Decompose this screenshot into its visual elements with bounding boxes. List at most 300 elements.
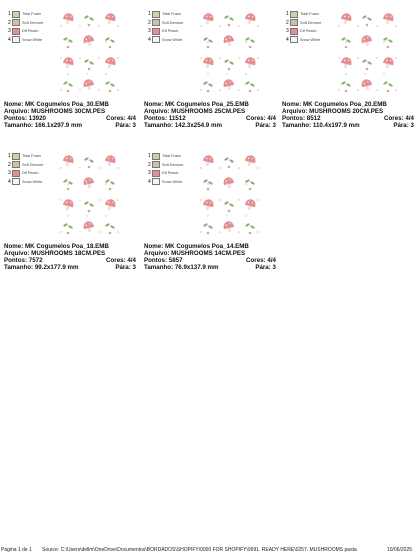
leaf-icon <box>250 39 255 43</box>
design-preview <box>4 4 140 100</box>
stitches-line: Pontos: 7572 Cores: 4/4 <box>4 256 136 264</box>
thread-legend <box>8 10 43 44</box>
leaf-icon <box>245 179 250 183</box>
legend-label: Dif Peach <box>300 29 317 34</box>
leaf-icon <box>89 61 94 65</box>
dot-icon <box>98 89 100 91</box>
leaf-icon <box>346 83 351 87</box>
legend-label: Tidal Foam <box>22 12 41 17</box>
mushroom-icon <box>222 78 235 91</box>
dot-icon <box>60 57 62 59</box>
mushroom-cap <box>341 12 353 21</box>
mushroom-icon <box>104 198 117 211</box>
file-line: Arquivo: MUSHROOMS 25CM.PES <box>144 107 246 115</box>
mushroom-icon <box>244 198 257 211</box>
legend-row <box>8 19 43 28</box>
dot-icon <box>109 232 112 235</box>
legend-number: 1 <box>8 153 11 160</box>
leaf-icon <box>224 201 229 205</box>
dot-icon <box>345 41 347 43</box>
legend-number: 3 <box>148 28 151 35</box>
mushroom-cap <box>203 12 215 21</box>
mushroom-pattern-art <box>336 8 398 98</box>
leaf-icon <box>89 203 94 207</box>
thread-swatch <box>152 36 160 43</box>
dot-icon <box>219 231 221 233</box>
stitch-count: 5857 <box>168 256 183 264</box>
dot-icon <box>395 57 397 59</box>
dot-icon <box>219 89 221 91</box>
name-line: Nome: MK Cogumelos Poa_25.EMB <box>144 101 249 108</box>
dot-icon <box>238 167 240 169</box>
stitch-count: 7572 <box>28 256 43 264</box>
dot-icon <box>376 89 378 91</box>
dot-icon <box>98 167 100 169</box>
dot-icon <box>98 231 100 233</box>
legend-label: Dif Peach <box>162 171 179 176</box>
mushroom-cap <box>222 176 234 185</box>
mushroom-cap <box>360 34 372 43</box>
mushroom-cap <box>222 220 234 229</box>
dot-icon <box>109 188 112 191</box>
file-line: Arquivo: MUSHROOMS 14CM.PES <box>144 249 246 257</box>
dot-icon <box>338 25 340 27</box>
design-info <box>144 102 280 130</box>
dot-icon <box>105 41 107 43</box>
mushroom-icon <box>104 12 117 25</box>
size-line: Tamanho: 99.2x177.9 mm Pára: 3 <box>4 263 136 271</box>
thread-swatch <box>290 11 298 18</box>
legend-number: 4 <box>8 36 11 43</box>
mushroom-cap <box>105 198 117 207</box>
dot-icon <box>67 183 69 185</box>
legend-label: Dif Peach <box>162 29 179 34</box>
design-preview <box>144 146 280 242</box>
thread-swatch <box>152 170 160 177</box>
leaf-icon <box>367 61 372 65</box>
legend-label: Soft Demure <box>300 20 322 25</box>
legend-row <box>148 161 183 170</box>
mushroom-cap <box>245 154 257 163</box>
design-name: MK Cogumelos Poa_30.EMB <box>25 101 109 108</box>
mushroom-cap <box>222 78 234 87</box>
leaf-icon <box>383 37 388 41</box>
dot-icon <box>98 57 100 59</box>
legend-row <box>148 152 183 161</box>
dot-icon <box>207 188 210 191</box>
leaf-icon <box>89 159 94 163</box>
legend-label: Tidal Foam <box>162 12 181 17</box>
thread-swatch <box>12 19 20 26</box>
dot-icon <box>88 210 91 213</box>
design-card-3 <box>282 4 416 130</box>
stop-count: 3 <box>272 263 276 271</box>
dot-icon <box>79 57 81 59</box>
dot-icon <box>257 57 259 59</box>
leaf-icon <box>105 81 110 85</box>
legend-row <box>8 178 43 187</box>
dot-icon <box>357 25 359 27</box>
mushroom-cap <box>63 12 75 21</box>
dot-icon <box>219 25 221 27</box>
dot-icon <box>207 215 209 217</box>
dot-icon <box>79 89 81 91</box>
dot-icon <box>228 68 231 71</box>
legend-number: 3 <box>8 170 11 177</box>
dot-icon <box>238 57 240 59</box>
leaf-icon <box>383 81 388 85</box>
legend-number: 2 <box>286 19 289 26</box>
legend-label: Snow White <box>22 179 43 184</box>
dot-icon <box>200 231 202 233</box>
dot-icon <box>357 57 359 59</box>
dot-icon <box>395 25 397 27</box>
mushroom-cap <box>383 12 395 21</box>
leaf-icon <box>89 17 94 21</box>
mushroom-cap <box>82 34 94 43</box>
design-info <box>4 244 140 272</box>
mushroom-cap <box>341 56 353 65</box>
mushroom-icon <box>340 12 353 25</box>
dot-icon <box>249 232 252 235</box>
dot-icon <box>364 41 366 43</box>
dot-icon <box>228 24 231 27</box>
mushroom-icon <box>244 56 257 69</box>
dot-icon <box>345 73 347 75</box>
design-size: 166.1x297.9 mm <box>34 121 82 129</box>
dot-icon <box>207 73 209 75</box>
legend-row <box>286 10 321 19</box>
dot-icon <box>257 199 259 201</box>
leaf-icon <box>250 181 255 185</box>
dot-icon <box>238 231 240 233</box>
mushroom-cap <box>203 154 215 163</box>
stop-count: 3 <box>410 121 414 129</box>
legend-row <box>286 27 321 36</box>
mushroom-icon <box>82 220 95 233</box>
design-file: MUSHROOMS 18CM.PES <box>31 249 106 257</box>
legend-row <box>286 36 321 45</box>
mushroom-cap <box>63 56 75 65</box>
leaf-icon <box>84 15 89 19</box>
legend-number: 1 <box>286 11 289 18</box>
dot-icon <box>88 166 91 169</box>
leaf-icon <box>362 59 367 63</box>
legend-label: Soft Demure <box>162 162 184 167</box>
thread-swatch <box>12 170 20 177</box>
legend-label: Snow White <box>300 37 321 42</box>
design-size: 142.3x254.9 mm <box>174 121 222 129</box>
stop-count: 3 <box>272 121 276 129</box>
legend-row <box>148 36 183 45</box>
thread-swatch <box>12 11 20 18</box>
size-line: Tamanho: 110.4x197.9 mm Pára: 3 <box>282 121 414 129</box>
dot-icon <box>200 199 202 201</box>
stitch-count: 11512 <box>168 114 186 122</box>
legend-number: 2 <box>148 161 151 168</box>
dot-icon <box>207 41 209 43</box>
leaf-icon <box>224 15 229 19</box>
mushroom-cap <box>82 220 94 229</box>
mushroom-icon <box>62 12 75 25</box>
stop-count: 3 <box>132 263 136 271</box>
mushroom-icon <box>340 56 353 69</box>
dot-icon <box>105 215 107 217</box>
thread-swatch <box>152 11 160 18</box>
leaf-icon <box>105 37 110 41</box>
dot-icon <box>249 188 252 191</box>
color-count: 4/4 <box>127 114 136 122</box>
design-size: 99.2x177.9 mm <box>34 263 79 271</box>
dot-icon <box>98 199 100 201</box>
page-footer <box>0 547 416 556</box>
size-line: Tamanho: 166.1x297.9 mm Pára: 3 <box>4 121 136 129</box>
legend-row <box>8 36 43 45</box>
leaf-icon <box>110 39 115 43</box>
legend-row <box>8 27 43 36</box>
dot-icon <box>338 89 340 91</box>
design-preview <box>282 4 416 100</box>
dot-icon <box>79 199 81 201</box>
leaf-icon <box>250 225 255 229</box>
legend-number: 3 <box>286 28 289 35</box>
dot-icon <box>105 183 107 185</box>
design-card-4 <box>4 146 140 272</box>
dot-icon <box>86 41 88 43</box>
dot-icon <box>376 57 378 59</box>
dot-icon <box>60 231 62 233</box>
dot-icon <box>67 73 69 75</box>
dot-icon <box>200 57 202 59</box>
mushroom-icon <box>202 198 215 211</box>
dot-icon <box>245 215 247 217</box>
leaf-icon <box>229 203 234 207</box>
stitches-line: Pontos: 8512 Cores: 4/4 <box>282 114 414 122</box>
thread-swatch <box>152 178 160 185</box>
leaf-icon <box>203 223 208 227</box>
mushroom-icon <box>382 12 395 25</box>
thread-swatch <box>12 178 20 185</box>
design-card-5 <box>144 146 280 272</box>
dot-icon <box>79 231 81 233</box>
dot-icon <box>387 90 390 93</box>
leaf-icon <box>63 37 68 41</box>
file-line: Arquivo: MUSHROOMS 30CM.PES <box>4 107 106 115</box>
dot-icon <box>376 25 378 27</box>
dot-icon <box>238 199 240 201</box>
leaf-icon <box>84 201 89 205</box>
dot-icon <box>117 89 119 91</box>
dot-icon <box>67 215 69 217</box>
leaf-icon <box>388 39 393 43</box>
mushroom-icon <box>382 56 395 69</box>
dot-icon <box>88 68 91 71</box>
mushroom-cap <box>245 198 257 207</box>
leaf-icon <box>388 83 393 87</box>
dot-icon <box>67 46 70 49</box>
design-info <box>282 102 416 130</box>
dot-icon <box>364 73 366 75</box>
dot-icon <box>207 90 210 93</box>
design-size: 76.9x137.9 mm <box>174 263 219 271</box>
mushroom-cap <box>360 78 372 87</box>
leaf-icon <box>208 83 213 87</box>
leaf-icon <box>208 225 213 229</box>
mushroom-cap <box>203 198 215 207</box>
mushroom-icon <box>222 220 235 233</box>
dot-icon <box>98 25 100 27</box>
leaf-icon <box>68 83 73 87</box>
legend-number: 1 <box>8 11 11 18</box>
dot-icon <box>207 183 209 185</box>
leaf-icon <box>105 223 110 227</box>
design-file: MUSHROOMS 20CM.PES <box>309 107 384 115</box>
legend-number: 4 <box>148 36 151 43</box>
color-count: 4/4 <box>405 114 414 122</box>
dot-icon <box>257 89 259 91</box>
leaf-icon <box>63 81 68 85</box>
dot-icon <box>219 199 221 201</box>
legend-label: Tidal Foam <box>22 154 41 159</box>
legend-label: Soft Demure <box>22 20 44 25</box>
name-line: Nome: MK Cogumelos Poa_20.EMB <box>282 101 387 108</box>
dot-icon <box>60 25 62 27</box>
design-info <box>4 102 140 130</box>
dot-icon <box>357 89 359 91</box>
leaf-icon <box>245 37 250 41</box>
legend-label: Tidal Foam <box>162 154 181 159</box>
mushroom-cap <box>203 56 215 65</box>
dot-icon <box>67 41 69 43</box>
mushroom-cap <box>105 12 117 21</box>
name-line: Nome: MK Cogumelos Poa_18.EMB <box>4 243 109 250</box>
mushroom-icon <box>82 34 95 47</box>
stitches-line: Pontos: 11512 Cores: 4/4 <box>144 114 276 122</box>
legend-number: 4 <box>148 178 151 185</box>
mushroom-cap <box>222 34 234 43</box>
mushroom-cap <box>63 154 75 163</box>
dot-icon <box>226 183 228 185</box>
dot-icon <box>219 57 221 59</box>
legend-number: 2 <box>8 19 11 26</box>
dot-icon <box>245 183 247 185</box>
dot-icon <box>226 73 228 75</box>
leaf-icon <box>229 61 234 65</box>
design-card-2 <box>144 4 280 130</box>
thread-swatch <box>12 161 20 168</box>
leaf-icon <box>68 225 73 229</box>
thread-swatch <box>290 19 298 26</box>
size-line: Tamanho: 76.9x137.9 mm Pára: 3 <box>144 263 276 271</box>
design-preview <box>4 146 140 242</box>
thread-swatch <box>152 19 160 26</box>
dot-icon <box>67 188 70 191</box>
legend-number: 1 <box>148 153 151 160</box>
leaf-icon <box>367 17 372 21</box>
design-name: MK Cogumelos Poa_25.EMB <box>165 101 249 108</box>
mushroom-cap <box>63 198 75 207</box>
legend-row <box>8 10 43 19</box>
dot-icon <box>345 90 348 93</box>
leaf-icon <box>250 83 255 87</box>
dot-icon <box>200 89 202 91</box>
design-file: MUSHROOMS 14CM.PES <box>171 249 246 257</box>
dot-icon <box>117 25 119 27</box>
dot-icon <box>387 46 390 49</box>
leaf-icon <box>245 81 250 85</box>
dot-icon <box>249 46 252 49</box>
leaf-icon <box>341 81 346 85</box>
leaf-icon <box>84 157 89 161</box>
leaf-icon <box>245 223 250 227</box>
legend-number: 2 <box>148 19 151 26</box>
dot-icon <box>245 41 247 43</box>
mushroom-cap <box>105 154 117 163</box>
thread-swatch <box>152 28 160 35</box>
thread-swatch <box>12 28 20 35</box>
dot-icon <box>238 25 240 27</box>
mushroom-cap <box>245 12 257 21</box>
dot-icon <box>257 231 259 233</box>
mushroom-icon <box>202 154 215 167</box>
leaf-icon <box>110 83 115 87</box>
stitch-count: 8512 <box>306 114 321 122</box>
legend-label: Soft Demure <box>22 162 44 167</box>
mushroom-icon <box>222 176 235 189</box>
leaf-icon <box>63 223 68 227</box>
mushroom-icon <box>202 12 215 25</box>
dot-icon <box>200 167 202 169</box>
dot-icon <box>79 167 81 169</box>
dot-icon <box>79 25 81 27</box>
legend-row <box>286 19 321 28</box>
dot-icon <box>249 90 252 93</box>
design-file: MUSHROOMS 30CM.PES <box>31 107 106 115</box>
dot-icon <box>105 73 107 75</box>
color-count: 4/4 <box>127 256 136 264</box>
dot-icon <box>86 215 88 217</box>
dot-icon <box>219 167 221 169</box>
legend-number: 1 <box>148 11 151 18</box>
dot-icon <box>109 90 112 93</box>
dot-icon <box>226 215 228 217</box>
dot-icon <box>117 167 119 169</box>
legend-row <box>8 169 43 178</box>
thread-swatch <box>12 36 20 43</box>
leaf-icon <box>105 179 110 183</box>
dot-icon <box>117 199 119 201</box>
dot-icon <box>200 25 202 27</box>
leaf-icon <box>110 181 115 185</box>
thread-swatch <box>290 28 298 35</box>
legend-number: 2 <box>8 161 11 168</box>
legend-label: Dif Peach <box>22 29 39 34</box>
mushroom-pattern-art <box>58 150 120 240</box>
dot-icon <box>226 41 228 43</box>
dot-icon <box>117 57 119 59</box>
design-preview <box>144 4 280 100</box>
dot-icon <box>60 167 62 169</box>
file-line: Arquivo: MUSHROOMS 18CM.PES <box>4 249 106 257</box>
leaf-icon <box>229 159 234 163</box>
mushroom-icon <box>82 176 95 189</box>
size-line: Tamanho: 142.3x254.9 mm Pára: 3 <box>144 121 276 129</box>
dot-icon <box>207 46 210 49</box>
mushroom-icon <box>360 34 373 47</box>
color-count: 4/4 <box>267 114 276 122</box>
design-name: MK Cogumelos Poa_20.EMB <box>303 101 387 108</box>
mushroom-cap <box>245 56 257 65</box>
